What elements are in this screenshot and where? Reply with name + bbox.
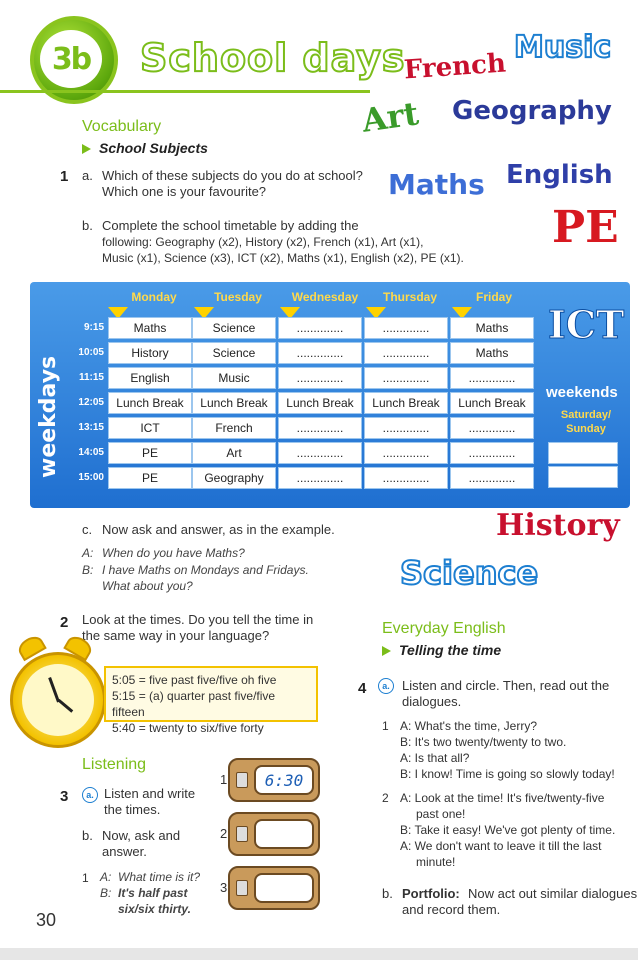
- page-title: School days: [140, 36, 406, 80]
- timetable-cell[interactable]: ..............: [364, 442, 448, 464]
- speaker-label: B:: [82, 563, 94, 577]
- triangle-bullet-icon: [82, 144, 91, 154]
- instruction-line: and record them.: [402, 902, 501, 917]
- subheading-text: School Subjects: [99, 140, 208, 156]
- clock-screen: 6:30: [254, 765, 314, 795]
- vocabulary-heading: Vocabulary: [82, 118, 162, 135]
- telling-time-subheading: [382, 642, 501, 658]
- timetable-cell: French: [192, 417, 276, 439]
- day-header: Tuesday: [214, 290, 262, 304]
- instruction-line: Listen and circle. Then, read out the: [402, 678, 610, 693]
- instruction-line: dialogues.: [402, 694, 462, 709]
- listening-heading: Listening: [82, 756, 147, 773]
- weekdays-label: weekdays: [36, 355, 61, 478]
- timetable-cell: Lunch Break: [192, 392, 276, 414]
- timetable-cell[interactable]: ..............: [364, 342, 448, 364]
- exercise-number: 2: [60, 614, 69, 631]
- speaker-label: A:: [82, 546, 94, 560]
- instruction-line: Look at the times. Do you tell the time in: [82, 612, 314, 627]
- time-slot-label: 15:00: [78, 472, 104, 483]
- time-slot-label: 10:05: [78, 347, 104, 358]
- timetable-cell[interactable]: ..............: [364, 317, 448, 339]
- timetable-cell[interactable]: ..............: [278, 442, 362, 464]
- dialogue-line: What about you?: [102, 579, 193, 593]
- timetable-cell: Science: [192, 317, 276, 339]
- instruction-line: Which one is your favourite?: [102, 184, 267, 199]
- example-number: 1: [82, 871, 89, 885]
- instruction-line: Complete the school timetable by adding the: [102, 218, 359, 233]
- unit-badge-inner: [40, 30, 102, 88]
- timetable-cell[interactable]: ..............: [364, 367, 448, 389]
- time-slot-label: 12:05: [78, 397, 104, 408]
- display-number: 2: [220, 826, 228, 841]
- dialogue-line: A: Is that all?: [400, 751, 470, 765]
- ict-word-art: ICT: [548, 302, 625, 347]
- word-art-english: English: [506, 160, 613, 190]
- timetable-cell: Lunch Break: [108, 392, 192, 414]
- timetable-cell: Lunch Break: [278, 392, 362, 414]
- timetable-cell[interactable]: ..............: [450, 367, 534, 389]
- clock-button-icon: [236, 772, 248, 788]
- day-header: Monday: [131, 290, 177, 304]
- weekend-days-label: Saturday/ Sunday: [560, 409, 612, 435]
- everyday-english-heading: Everyday English: [382, 620, 506, 637]
- weekends-label: weekends: [546, 384, 618, 401]
- item-label: c.: [82, 522, 93, 537]
- dialogue-line: When do you have Maths?: [102, 546, 245, 560]
- title-underline: [0, 90, 370, 93]
- dialogue-line: B: I know! Time is going so slowly today!: [400, 767, 615, 781]
- instruction-line: Listen and write: [104, 786, 196, 801]
- timetable-cell[interactable]: ..............: [278, 342, 362, 364]
- item-label: a.: [82, 168, 93, 183]
- digital-clock-display: [228, 758, 320, 802]
- exercise-number: 4: [358, 680, 367, 697]
- time-slot-label: 9:15: [83, 322, 104, 333]
- speaker-label: B:: [100, 886, 112, 900]
- instruction-line: the times.: [104, 802, 161, 817]
- school-subjects-subheading: [82, 140, 208, 156]
- timetable-cell: Lunch Break: [364, 392, 448, 414]
- dialogue-line: six/six thirty.: [118, 902, 191, 916]
- word-art-history: History: [496, 508, 620, 543]
- word-art-science: Science: [400, 554, 539, 592]
- dialogue-line: past one!: [416, 807, 466, 821]
- dialogue-line: minute!: [416, 855, 456, 869]
- timetable-cell: Lunch Break: [450, 392, 534, 414]
- dialogue-line: What time is it?: [118, 870, 201, 884]
- time-example: 5:15 = (a) quarter past five/five fifteen: [112, 689, 276, 719]
- timetable-cell[interactable]: ..............: [278, 367, 362, 389]
- unit-number: 3b: [51, 41, 91, 77]
- timetable-cell[interactable]: ..............: [364, 467, 448, 489]
- audio-icon[interactable]: a.: [378, 677, 394, 695]
- instruction-line: answer.: [102, 844, 147, 859]
- clock-screen-blank[interactable]: [254, 873, 314, 903]
- timetable-cell[interactable]: ..............: [450, 467, 534, 489]
- page-number: 30: [36, 910, 57, 930]
- display-number: 3: [220, 880, 228, 895]
- day-header: Friday: [475, 290, 512, 304]
- timetable-cell: Maths: [450, 317, 534, 339]
- instruction-line: Now, ask and: [102, 828, 181, 843]
- dialogue-line: B: Take it easy! We've got plenty of time.: [400, 823, 616, 837]
- day-header: Wednesday: [291, 290, 359, 304]
- timetable-cell: Art: [192, 442, 276, 464]
- timetable-cell: Geography: [192, 467, 276, 489]
- dialogue-line: A: Look at the time! It's five/twenty-five: [400, 791, 605, 805]
- dialogue-line: A: We don't want to leave it till the last: [400, 839, 602, 853]
- time-slot-label: 14:05: [78, 447, 104, 458]
- subheading-text: Telling the time: [399, 642, 502, 658]
- dialogue-number: 2: [382, 791, 389, 805]
- instruction-line: Which of these subjects do you do at school?: [102, 168, 363, 183]
- instruction-line: Music (x1), Science (x3), ICT (x2), Maths (x1), English (x2), PE (x1).: [102, 251, 464, 265]
- exercise-number: 1: [60, 168, 69, 185]
- word-art-french: French: [403, 48, 507, 86]
- word-art-geography: Geography: [452, 96, 612, 126]
- timetable-cell[interactable]: ..............: [364, 417, 448, 439]
- weekend-cell[interactable]: [548, 442, 618, 464]
- instruction-line: Now act out similar dialogues: [468, 886, 638, 901]
- weekend-cell[interactable]: [548, 466, 618, 488]
- timetable-cell: English: [108, 367, 192, 389]
- dialogue-number: 1: [382, 719, 389, 733]
- speaker-label: A:: [100, 870, 112, 884]
- triangle-bullet-icon: [382, 646, 391, 656]
- time-examples-box: [104, 666, 318, 735]
- timetable-cell: Maths: [108, 317, 192, 339]
- word-art-pe: PE: [552, 202, 619, 253]
- timetable-cell: Music: [192, 367, 276, 389]
- dialogue-line: It's half past: [118, 886, 188, 900]
- audio-icon[interactable]: a.: [82, 786, 98, 804]
- timetable-cell[interactable]: ..............: [278, 317, 362, 339]
- clock-button-icon: [236, 826, 248, 842]
- instruction-line: the same way in your language?: [82, 628, 270, 643]
- portfolio-label: Portfolio:: [402, 886, 460, 901]
- item-label: b.: [82, 218, 93, 233]
- digital-clock-display: [228, 866, 320, 910]
- timetable-cell: History: [108, 342, 192, 364]
- timetable-cell: Maths: [450, 342, 534, 364]
- item-label: b.: [82, 828, 93, 843]
- timetable-cell: PE: [108, 467, 192, 489]
- timetable-cell[interactable]: ..............: [278, 417, 362, 439]
- time-slot-label: 11:15: [78, 372, 104, 383]
- word-art-music: Music: [514, 30, 612, 65]
- timetable-cell: PE: [108, 442, 192, 464]
- timetable-cell: Science: [192, 342, 276, 364]
- time-example: 5:05 = five past five/five oh five: [112, 673, 277, 687]
- exercise-number: 3: [60, 788, 69, 805]
- word-art-art: Art: [359, 94, 421, 140]
- instruction-line: Now ask and answer, as in the example.: [102, 522, 335, 537]
- timetable-cell: ICT: [108, 417, 192, 439]
- dialogue-line: B: It's two twenty/twenty to two.: [400, 735, 567, 749]
- digital-clock-display: [228, 812, 320, 856]
- time-slot-label: 13:15: [78, 422, 104, 433]
- page-bottom-strip: [0, 948, 638, 960]
- time-example: 5:40 = twenty to six/five forty: [112, 721, 264, 735]
- timetable-cell[interactable]: ..............: [450, 417, 534, 439]
- timetable-cell[interactable]: ..............: [278, 467, 362, 489]
- word-art-maths: Maths: [388, 168, 485, 201]
- dialogue-line: I have Maths on Mondays and Fridays.: [102, 563, 309, 577]
- dialogue-line: A: What's the time, Jerry?: [400, 719, 537, 733]
- clock-screen-blank[interactable]: [254, 819, 314, 849]
- day-header: Thursday: [382, 290, 437, 304]
- display-number: 1: [220, 772, 228, 787]
- instruction-line: following: Geography (x2), History (x2), French (x1), Art (x1),: [102, 235, 424, 249]
- item-label: b.: [382, 886, 393, 901]
- clock-button-icon: [236, 880, 248, 896]
- timetable-cell[interactable]: ..............: [450, 442, 534, 464]
